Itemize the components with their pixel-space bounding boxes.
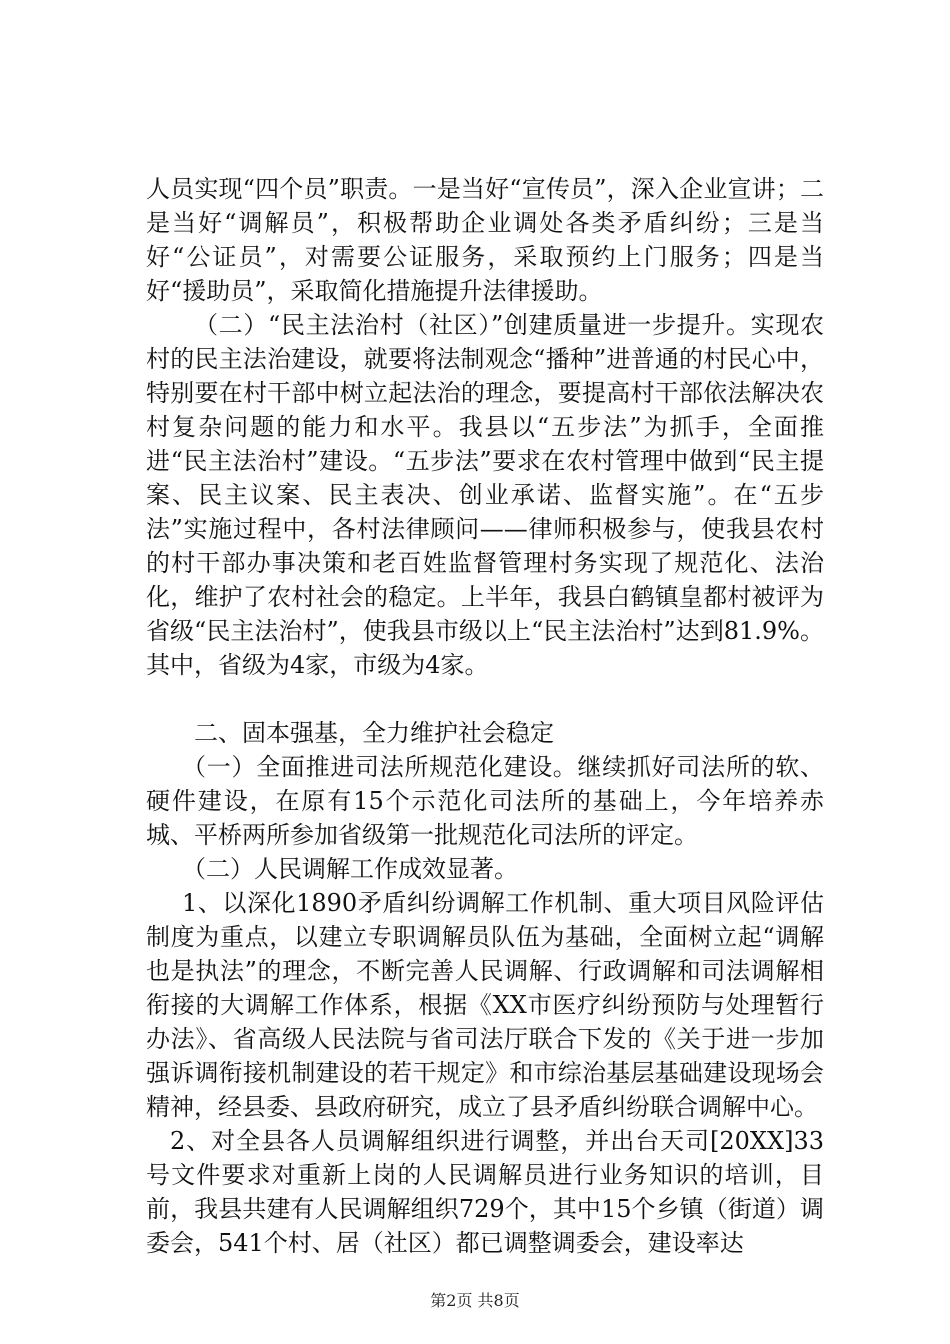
page-number-footer: 第2页 共8页 [430, 1291, 520, 1310]
paragraph-four-roles: 人员实现“四个员”职责。一是当好“宣传员”，深入企业宣讲；二是当好“调解员”，积极帮助企业调处各类矛盾纠纷；三是当好“公证员”，对需要公证服务，采取预约上门服务；四是当好“援助员”，采取简化措施提升法律援助。 [146, 175, 824, 305]
paragraph-mediation-heading: （二）人民调解工作成效显著。 [182, 855, 518, 883]
paragraph-gap [146, 682, 824, 716]
paragraph-judicial-office: （一）全面推进司法所规范化建设。继续抓好司法所的软、硬件建设，在原有15个示范化司法所的基础上，今年培养赤城、平桥两所参加省级第一批规范化司法所的评定。 [146, 753, 824, 849]
paragraph-mediation-item-1: 1、以深化1890矛盾纠纷调解工作机制、重大项目风险评估制度为重点，以建立专职调解员队伍为基础，全面树立起“调解也是执法”的理念，不断完善人民调解、行政调解和司法调解相衔接的大调解工作体系，根据《XX市医疗纠纷预防与处理暂行办法》、省高级人民法院与省司法厅联合下发的《关于进一步加强诉调衔接机制建设的若干规定》和市综治基层基础建设现场会精神，经县委、县政府研究，成立了县矛盾纠纷联合调解中心。 [146, 889, 824, 1121]
document-body [146, 172, 824, 1260]
paragraph-democratic-village: （二）“民主法治村（社区）”创建质量进一步提升。实现农村的民主法治建设，就要将法制观念“播种”进普通的村民心中，特别要在村干部中树立起法治的理念，要提高村干部依法解决农村复杂问题的能力和水平。我县以“五步法”为抓手，全面推进“民主法治村”建设。“五步法”要求在农村管理中做到“民主提案、民主议案、民主表决、创业承诺、监督实施”。在“五步法”实施过程中，各村法律顾问——律师积极参与，使我县农村的村干部办事决策和老百姓监督管理村务实现了规范化、法治化，维护了农村社会的稳定。上半年，我县白鹤镇皇都村被评为省级“民主法治村”，使我县市级以上“民主法治村”达到81.9%。其中，省级为4家，市级为4家。 [146, 311, 824, 679]
paragraph-mediation-item-2: 2、对全县各人员调解组织进行调整，并出台天司[20XX]33号文件要求对重新上岗的人民调解员进行业务知识的培训，目前，我县共建有人民调解组织729个，其中15个乡镇（街道）调委会，541个村、居（社区）都已调整调委会，建设率达 [146, 1127, 824, 1257]
section-heading-stability: 二、固本强基，全力维护社会稳定 [194, 719, 554, 747]
